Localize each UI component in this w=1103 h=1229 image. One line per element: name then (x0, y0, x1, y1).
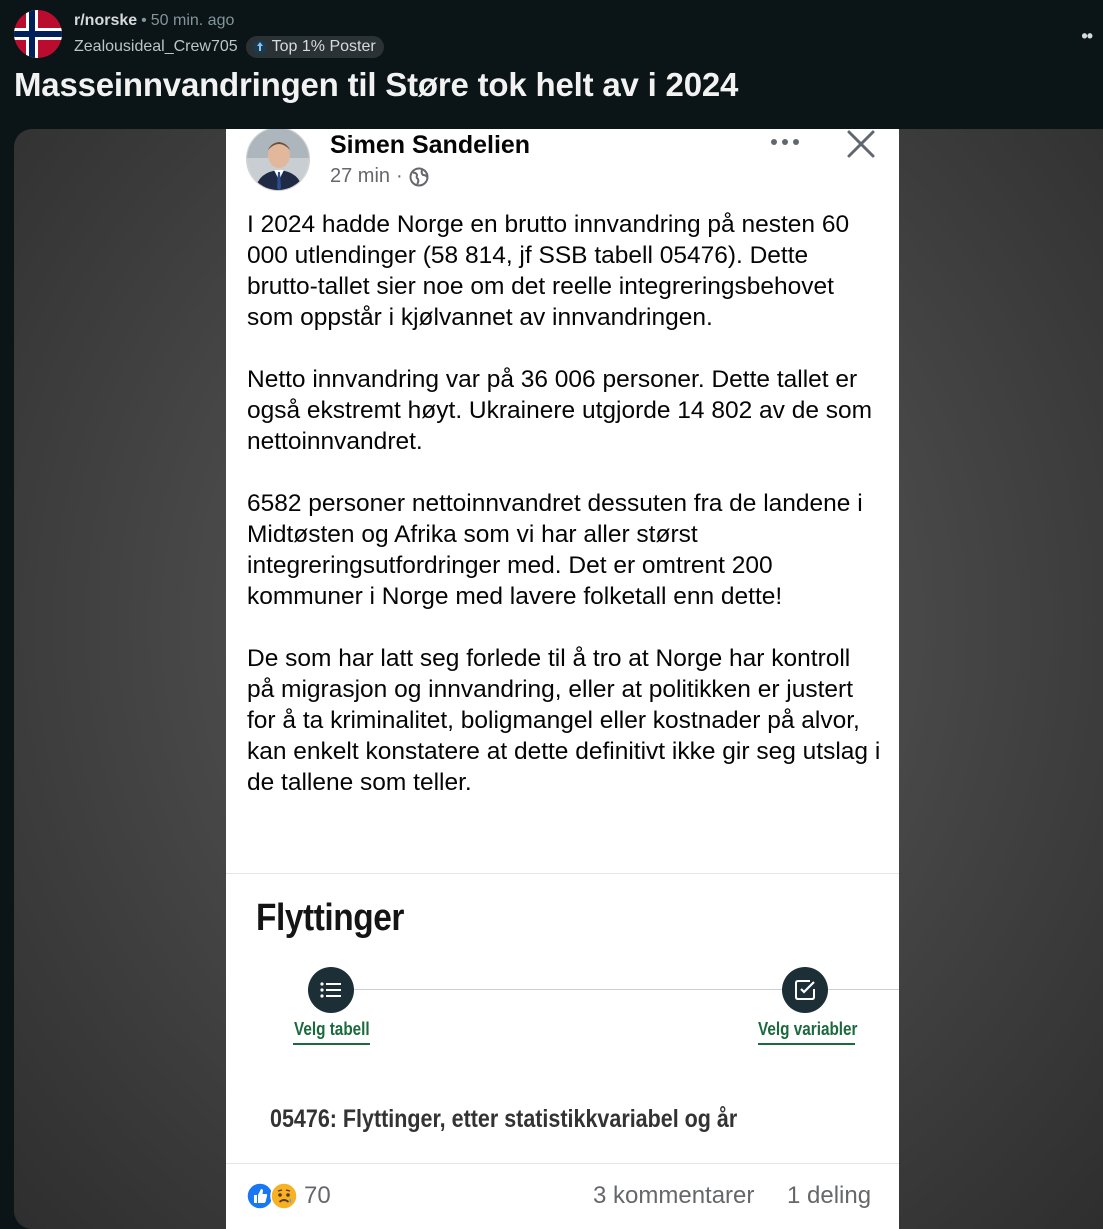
paragraph: I 2024 hadde Norge en brutto innvandring på nesten 60 000 utlendinger (58 814, jf SSB tabell 05476). Dette brutto-tallet sier noe om det reelle integreringsbehovet som oppstår i kjølvannet av innvandringen. (247, 211, 850, 331)
paragraph: De som har latt seg forlede til å tro at Norge har kontroll på migrasjon og innvandring, eller at politikken er justert for å ta kriminalitet, boligmangel eller kostnader på alvor, kan enkelt konstatere at dette definitivt ikke gir seg utslag i de tallene som teller. (247, 645, 881, 796)
fb-post-body (247, 209, 882, 829)
step-label-velg-variabler: Velg variabler (758, 1019, 858, 1039)
step-underline (293, 1043, 370, 1045)
reaction-count: 70 (304, 1182, 331, 1209)
post-meta (74, 12, 234, 30)
post-header (12, 6, 1092, 62)
divider (226, 1163, 899, 1164)
step-underline (758, 1043, 855, 1045)
sad-icon (270, 1182, 298, 1210)
table-title: 05476: Flyttinger, etter statistikkvariabel og år (270, 1105, 738, 1133)
embedded-title: Flyttinger (256, 897, 404, 939)
top-poster-icon (252, 39, 268, 55)
step-label-velg-tabell: Velg tabell (294, 1019, 370, 1039)
subreddit-link[interactable]: r/norske (74, 12, 138, 29)
flair-label: Top 1% Poster (271, 38, 376, 55)
fb-post-meta (330, 165, 429, 188)
reactions-summary (246, 1182, 331, 1210)
user-flair (246, 36, 384, 58)
post-timestamp: 50 min. ago (150, 12, 235, 29)
checkbox-icon (782, 967, 828, 1013)
paragraph: 6582 personer nettoinnvandret dessuten fra de landene i Midtøsten og Afrika som vi har aller størst integreringsutfordringer med. Det er omtrent 200 kommuner i Norge med lavere folketall enn dette! (247, 490, 863, 610)
paragraph: Netto innvandring var på 36 006 personer. Dette tallet er også ekstremt høyt. Ukrainere utgjorde 14 802 av de som nettoinnvandret. (247, 366, 873, 455)
fb-author-name: Simen Sandelien (330, 131, 531, 159)
comment-count: 3 kommentarer (593, 1182, 755, 1209)
facebook-post-screenshot (226, 129, 899, 1229)
author-link[interactable]: Zealousideal_Crew705 (74, 38, 238, 55)
share-count: 1 deling (787, 1182, 872, 1209)
more-options-icon[interactable]: •• (1081, 26, 1092, 46)
norway-flag-icon[interactable] (14, 10, 62, 58)
post-media[interactable] (14, 129, 1103, 1229)
close-icon (846, 129, 876, 159)
post-title[interactable]: Masseinnvandringen til Støre tok helt av i 2024 (14, 66, 739, 103)
ellipsis-icon (770, 135, 800, 149)
list-icon (308, 967, 354, 1013)
author-line (74, 36, 384, 58)
profile-photo (246, 129, 310, 191)
globe-icon (409, 167, 429, 187)
divider (226, 873, 899, 874)
meta-separator: • (141, 12, 147, 29)
fb-meta-dot: · (396, 165, 403, 187)
fb-timestamp: 27 min (330, 165, 391, 187)
